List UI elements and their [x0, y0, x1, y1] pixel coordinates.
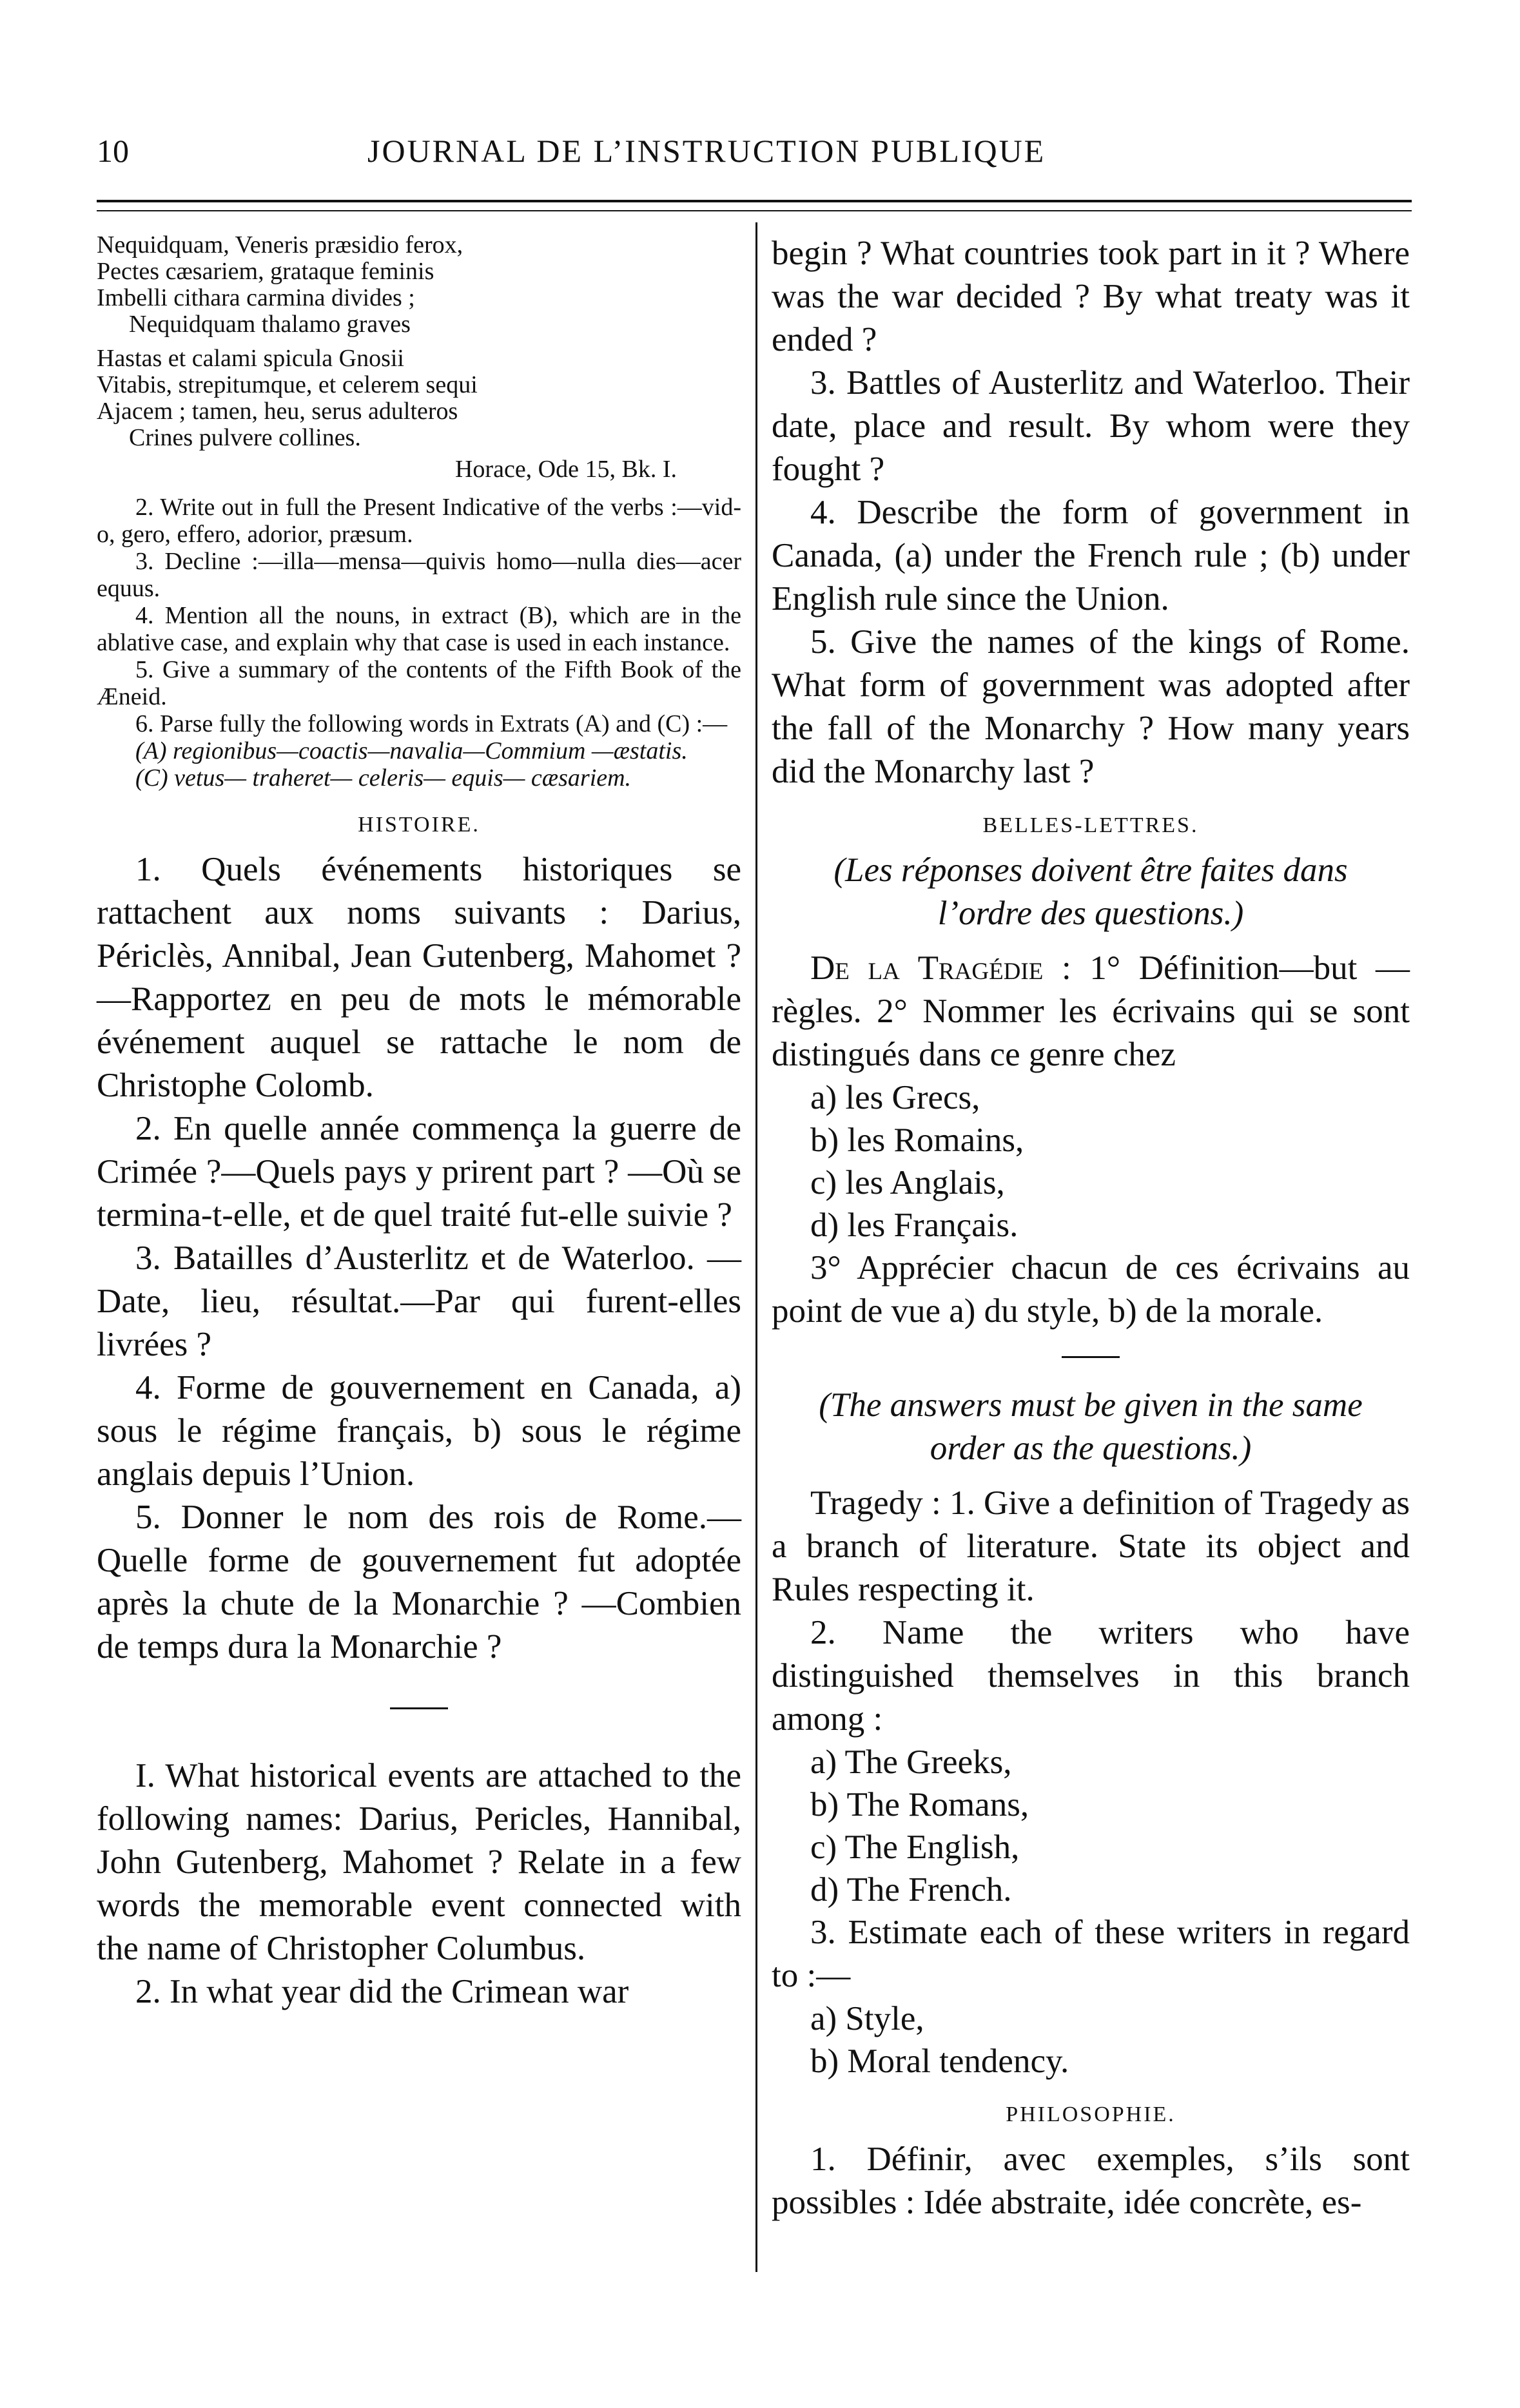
- list-item: d) les Français.: [810, 1207, 1018, 1244]
- verse-line: Hastas et calami spicula Gnosii: [97, 345, 404, 372]
- tragedie-question: [772, 947, 1410, 1076]
- question-5: 5. Give a summary of the contents of the Fifth Book of the Æneid.: [97, 656, 741, 710]
- page-header: [97, 132, 1412, 177]
- verse-line: Pectes cæsariem, grataque feminis: [97, 258, 434, 285]
- verse-line: Ajacem ; tamen, heu, serus adulteros: [97, 398, 458, 425]
- tragedy-q2: 2. Name the writers who have distinguished themselves in this branch among :: [772, 1614, 1410, 1738]
- journal-title: JOURNAL DE L’INSTRUCTION PUBLIQUE: [367, 133, 1046, 169]
- tragedy-q1: Tragedy : 1. Give a definition of Tragedy as a branch of literature. State its object and Rules respecting it.: [772, 1484, 1410, 1608]
- history-q2-en-cont: begin ? What countries took part in it ? Where was the war decided ? By what treaty was it ended ?: [772, 235, 1410, 358]
- question-4: 4. Mention all the nouns, in extract (B), which are in the ablative case, and explain why that case is used in each instance.: [97, 602, 741, 656]
- question-6: 6. Parse fully the following words in Extrats (A) and (C) :—: [135, 710, 728, 737]
- latin-verse: [97, 232, 741, 451]
- list-item: c) les Anglais,: [810, 1164, 1005, 1201]
- page-number: 10: [97, 133, 129, 169]
- histoire-heading: HISTOIRE.: [358, 813, 480, 837]
- histoire-q1: 1. Quels événements historiques se rattachent aux noms suivants : Darius, Périclès, Annibal, Jean Gutenberg, Mahomet ?—Rapportez en peu de mots le mémorable événement auquel se rattache le nom de Christophe Colomb.: [97, 851, 741, 1104]
- list-item: a) The Greeks,: [810, 1743, 1012, 1781]
- list-item: a) les Grecs,: [810, 1079, 980, 1116]
- philosophie-q1: 1. Définir, avec exemples, s’ils sont possibles : Idée abstraite, idée concrète, es-: [772, 2141, 1410, 2221]
- histoire-q3: 3. Batailles d’Austerlitz et de Waterloo. —Date, lieu, résultat.—Par qui furent-elles livrées ?: [97, 1239, 741, 1363]
- question-2: 2. Write out in full the Present Indicative of the verbs :—vid-o, gero, effero, adorior, præsum.: [97, 494, 741, 548]
- list-item: b) Moral tendency.: [810, 2043, 1069, 2080]
- header-rule-thin: [97, 210, 1412, 211]
- question-6-a: (A) regionibus—coactis—navalia—Commium —æstatis.: [135, 737, 688, 764]
- tragedie-q3: 3° Apprécier chacun de ces écrivains au point de vue a) du style, b) de la morale.: [772, 1249, 1410, 1330]
- list-item: a) Style,: [810, 2000, 924, 2037]
- history-q3-en: 3. Battles of Austerlitz and Waterloo. Their date, place and result. By whom were they fought ?: [772, 364, 1410, 488]
- histoire-q5: 5. Donner le nom des rois de Rome.— Quelle forme de gouvernement fut adoptée après la chute de la Monarchie ? —Combien de temps dura la Monarchie ?: [97, 1499, 741, 1665]
- histoire-q2: 2. En quelle année commença la guerre de Crimée ?—Quels pays y prirent part ? —Où se termina-t-elle, et de quel traité fut-elle suivie ?: [97, 1110, 741, 1234]
- history-q5-en: 5. Give the names of the kings of Rome. What form of government was adopted after the fall of the Monarchy ? How many years did the Monarchy last ?: [772, 623, 1410, 790]
- history-q4-en: 4. Describe the form of government in Canada, (a) under the French rule ; (b) under English rule since the Union.: [772, 494, 1410, 617]
- history-q2-en: 2. In what year did the Crimean war: [135, 1973, 629, 2010]
- instruction-note-en: (The answers must be given in the same order as the questions.): [819, 1386, 1363, 1467]
- header-rule: [97, 200, 1412, 202]
- section-divider: [1062, 1356, 1120, 1358]
- right-column: [772, 232, 1410, 2224]
- list-item: d) The French.: [810, 1871, 1012, 1908]
- verse-attribution: Horace, Ode 15, Bk. I.: [454, 456, 677, 483]
- question-6-c: (C) vetus— traheret— celeris— equis— cæsariem.: [135, 764, 632, 791]
- column-divider: [755, 222, 757, 2272]
- histoire-q4: 4. Forme de gouvernement en Canada, a) sous le régime français, b) sous le régime anglais depuis l’Union.: [97, 1369, 741, 1493]
- verse-line: Vitabis, strepitumque, et celerem sequi: [97, 371, 478, 398]
- history-q1-en: I. What historical events are attached to the following names: Darius, Pericles, Hannibal, John Gutenberg, Mahomet ? Relate in a few words the memorable event connected with the name of Christopher Columbus.: [97, 1757, 741, 1967]
- question-3: 3. Decline :—illa—mensa—quivis homo—nulla dies—acer equus.: [97, 548, 741, 602]
- verse-line: Nequidquam, Veneris præsidio ferox,: [97, 231, 463, 258]
- instruction-note-fr: (Les réponses doivent être faites dans l’ordre des questions.): [833, 851, 1348, 932]
- tragedie-text: 1° Définition—but —règles. 2° Nommer les écrivains qui se sont distingués dans ce genre chez: [772, 949, 1410, 1073]
- verse-line: Nequidquam thalamo graves: [129, 311, 411, 338]
- list-item: b) les Romains,: [810, 1121, 1024, 1159]
- left-column: [97, 232, 741, 2014]
- list-item: b) The Romans,: [810, 1786, 1029, 1823]
- section-divider: [390, 1707, 448, 1709]
- philosophie-heading: PHILOSOPHIE.: [1006, 2102, 1176, 2126]
- belles-lettres-heading: BELLES-LETTRES.: [982, 813, 1199, 837]
- verse-line: Imbelli cithara carmina divides ;: [97, 284, 415, 311]
- list-item: c) The English,: [810, 1829, 1020, 1866]
- tragedy-q3: 3. Estimate each of these writers in regard to :—: [772, 1914, 1410, 1994]
- verse-line: Crines pulvere collines.: [129, 424, 361, 451]
- tragedie-label: De la Tragédie :: [810, 949, 1071, 987]
